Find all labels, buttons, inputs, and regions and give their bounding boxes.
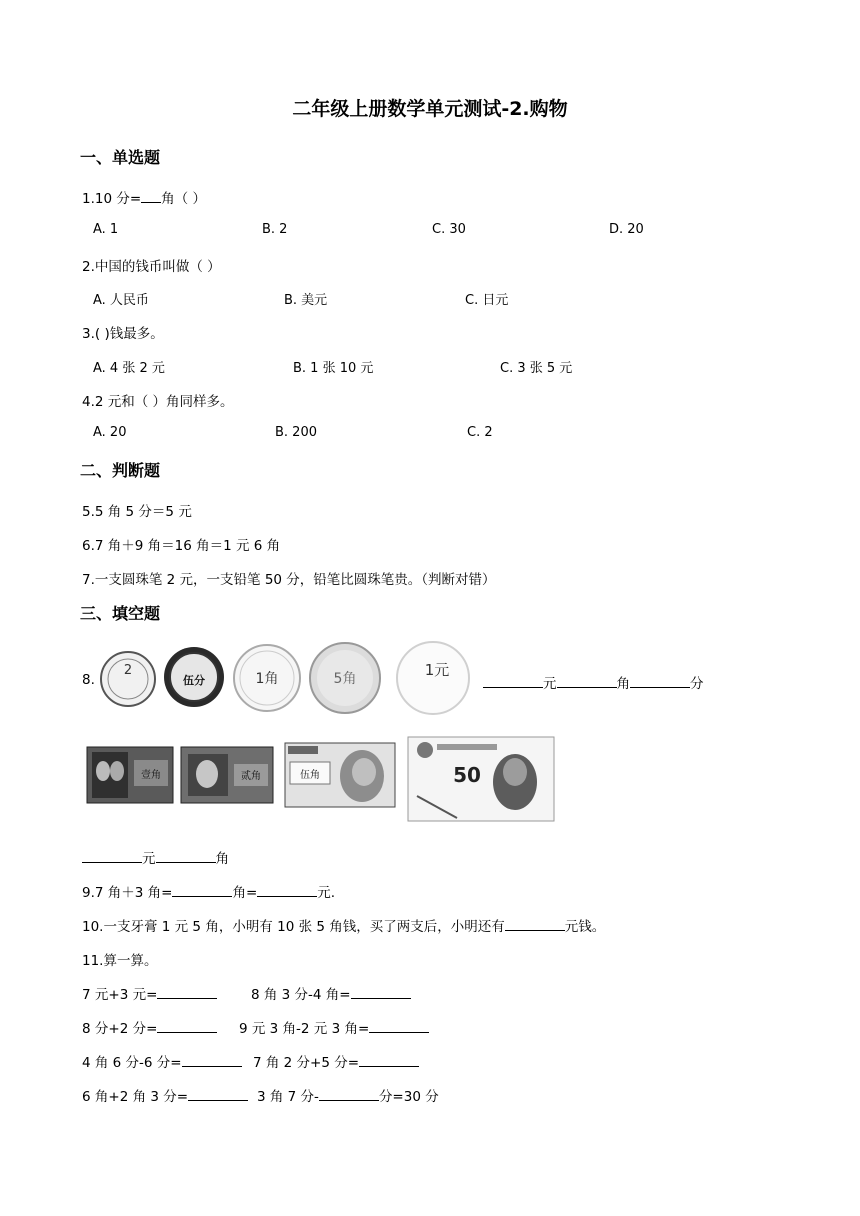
banknote-2-jiao-image bbox=[180, 746, 274, 804]
question-4: 4.2 元和（ ）角同样多。 bbox=[82, 394, 234, 410]
q1-option-d[interactable]: D. 20 bbox=[609, 222, 644, 237]
question-1 bbox=[82, 187, 206, 207]
q10-text-b: 元钱。 bbox=[564, 919, 606, 935]
coin-1-jiao-image bbox=[232, 643, 302, 713]
banknote-5-jiao-image bbox=[284, 742, 396, 808]
q9-blank-2[interactable] bbox=[257, 882, 317, 897]
banknote-50-yuan-image bbox=[407, 736, 555, 822]
q11-blank[interactable] bbox=[351, 984, 411, 999]
q11-blank[interactable] bbox=[182, 1052, 242, 1067]
page-title: 二年级上册数学单元测试-2.购物 bbox=[292, 98, 568, 120]
q8-unit-yuan: 元 bbox=[543, 676, 557, 692]
q8-note-unit-jiao: 角 bbox=[215, 851, 229, 867]
q11-row-1-left bbox=[82, 983, 217, 1003]
q11-expr: 8 分+2 分= bbox=[82, 1021, 158, 1037]
q4-option-c[interactable]: C. 2 bbox=[467, 425, 493, 440]
q8-fen-blank[interactable] bbox=[630, 673, 690, 688]
q2-option-c[interactable]: C. 日元 bbox=[465, 293, 509, 308]
question-10 bbox=[82, 915, 605, 935]
q8-note-yuan-blank[interactable] bbox=[82, 848, 142, 863]
q8-jiao-blank[interactable] bbox=[557, 673, 617, 688]
q11-expr: 8 角 3 分-4 角= bbox=[251, 987, 351, 1003]
coin-5-label: 1元 bbox=[424, 661, 450, 679]
q11-blank[interactable] bbox=[157, 1018, 217, 1033]
q8-unit-jiao: 角 bbox=[616, 676, 630, 692]
question-5: 5.5 角 5 分＝5 元 bbox=[82, 504, 192, 520]
note-4-label: 50 bbox=[453, 763, 481, 787]
q1-text-a: 1.10 分= bbox=[82, 191, 142, 207]
q4-option-b[interactable]: B. 200 bbox=[275, 425, 317, 440]
coin-5-fen-image bbox=[163, 646, 225, 708]
note-1-label: 壹角 bbox=[141, 770, 161, 781]
banknote-1-jiao-image bbox=[86, 746, 174, 804]
section-heading-judge: 二、判断题 bbox=[80, 461, 161, 480]
question-9 bbox=[82, 881, 335, 901]
q9-text-a: 9.7 角＋3 角= bbox=[82, 885, 173, 901]
q11-blank[interactable] bbox=[369, 1018, 429, 1033]
coin-2-fen-image bbox=[99, 650, 157, 708]
q9-text-c: 元. bbox=[317, 885, 336, 901]
q11-row-3-left bbox=[82, 1051, 242, 1071]
q8-note-unit-yuan: 元 bbox=[142, 851, 156, 867]
q3-option-a[interactable]: A. 4 张 2 元 bbox=[93, 361, 165, 376]
note-2-label: 贰角 bbox=[241, 771, 261, 782]
q11-row-2-left bbox=[82, 1017, 217, 1037]
q11-expr: 4 角 6 分-6 分= bbox=[82, 1055, 182, 1071]
q1-option-a[interactable]: A. 1 bbox=[93, 222, 119, 237]
q3-option-b[interactable]: B. 1 张 10 元 bbox=[293, 361, 374, 376]
question-2: 2.中国的钱币叫做（ ） bbox=[82, 259, 221, 275]
coin-1-yuan-image bbox=[395, 639, 471, 717]
q11-expr: 6 角+2 角 3 分= bbox=[82, 1089, 189, 1105]
q10-blank[interactable] bbox=[505, 916, 565, 931]
coin-2-label: 伍分 bbox=[183, 674, 205, 687]
coin-4-label: 5角 bbox=[333, 671, 357, 687]
question-11: 11.算一算。 bbox=[82, 953, 158, 969]
q8-note-jiao-blank[interactable] bbox=[156, 848, 216, 863]
q8-unit-fen: 分 bbox=[690, 676, 704, 692]
q1-option-c[interactable]: C. 30 bbox=[432, 222, 466, 237]
question-8-blanks-row-1 bbox=[483, 672, 704, 692]
coin-5-jiao-image bbox=[308, 641, 382, 715]
question-6: 6.7 角＋9 角＝16 角＝1 元 6 角 bbox=[82, 538, 281, 554]
q11-expr: 3 角 7 分- bbox=[257, 1089, 319, 1105]
q11-row-1-right bbox=[251, 983, 411, 1003]
section-heading-choice: 一、单选题 bbox=[80, 148, 161, 167]
note-3-label: 伍角 bbox=[300, 770, 320, 781]
q11-blank[interactable] bbox=[359, 1052, 419, 1067]
q4-option-a[interactable]: A. 20 bbox=[93, 425, 127, 440]
q11-blank[interactable] bbox=[188, 1086, 248, 1101]
q1-blank[interactable] bbox=[141, 188, 161, 203]
q11-row-3-right bbox=[253, 1051, 419, 1071]
question-8-blanks-row-2 bbox=[82, 847, 229, 867]
q11-blank[interactable] bbox=[319, 1086, 379, 1101]
q9-blank-1[interactable] bbox=[172, 882, 232, 897]
q8-yuan-blank[interactable] bbox=[483, 673, 543, 688]
q11-expr: 9 元 3 角-2 元 3 角= bbox=[239, 1021, 370, 1037]
coin-3-label: 1角 bbox=[255, 671, 279, 687]
q11-row-4-left bbox=[82, 1085, 248, 1105]
q10-text-a: 10.一支牙膏 1 元 5 角，小明有 10 张 5 角钱，买了两支后，小明还有 bbox=[82, 919, 505, 935]
question-8-number: 8. bbox=[82, 672, 95, 688]
q1-text-b: 角（ ） bbox=[161, 191, 206, 207]
coin-1-label: 2 bbox=[123, 663, 133, 678]
q1-option-b[interactable]: B. 2 bbox=[262, 222, 288, 237]
q2-option-b[interactable]: B. 美元 bbox=[284, 293, 328, 308]
q2-option-a[interactable]: A. 人民币 bbox=[93, 293, 149, 308]
question-7: 7.一支圆珠笔 2 元，一支铅笔 50 分，铅笔比圆珠笔贵。（判断对错） bbox=[82, 572, 496, 588]
q11-expr: 7 角 2 分+5 分= bbox=[253, 1055, 360, 1071]
q11-expr-tail: 分=30 分 bbox=[378, 1089, 439, 1105]
q11-row-4-right bbox=[257, 1085, 439, 1105]
q9-text-b: 角= bbox=[232, 885, 258, 901]
q11-expr: 7 元+3 元= bbox=[82, 987, 158, 1003]
q11-blank[interactable] bbox=[157, 984, 217, 999]
section-heading-fill: 三、填空题 bbox=[80, 604, 161, 623]
q3-option-c[interactable]: C. 3 张 5 元 bbox=[500, 361, 573, 376]
q11-row-2-right bbox=[239, 1017, 429, 1037]
question-3: 3.( )钱最多。 bbox=[82, 326, 164, 342]
